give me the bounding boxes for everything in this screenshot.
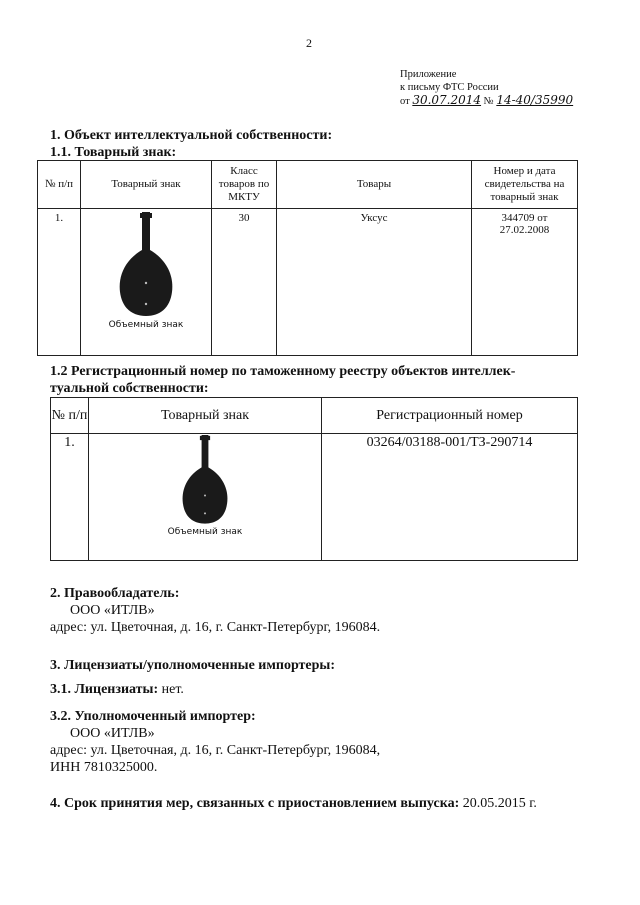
section31-label: 3.1. Лицензиаты: (50, 682, 159, 697)
table-row (51, 434, 578, 561)
section3-title: 3. Лицензиаты/уполномоченные импортеры: (50, 658, 336, 673)
section2-company: ООО «ИТЛВ» (70, 603, 155, 618)
section12-title-line2: туальной собственности: (50, 381, 209, 396)
registry-table (50, 397, 578, 561)
col-cert-header: Номер и дата свидетельства на товарный знак (472, 161, 578, 209)
appendix-num-sign: № (483, 96, 494, 107)
section4-label: 4. Срок принятия мер, связанных с приостановлением выпуска: (50, 796, 460, 811)
col-goods-header: Товары (277, 161, 472, 209)
table-row (38, 209, 578, 356)
trademark-table (37, 160, 578, 356)
section4-line (50, 796, 537, 812)
row-reg-number: 03264/03188-001/ТЗ-290714 (322, 434, 578, 561)
appendix-prefix: от (400, 96, 410, 107)
col-num-header: № п/п (51, 398, 89, 434)
table-header-row (38, 161, 578, 209)
appendix-line1: Приложение (400, 69, 457, 80)
section1-subtitle: 1.1. Товарный знак: (50, 145, 177, 160)
row-mark-cell (89, 434, 322, 561)
page-number: 2 (306, 36, 312, 50)
section12-title-line1: 1.2 Регистрационный номер по таможенному реестру объектов интеллек- (50, 364, 516, 379)
bottle-icon (111, 212, 181, 320)
cert-number: 344709 от (501, 212, 548, 224)
row-goods: Уксус (277, 209, 472, 356)
appendix-block (400, 68, 573, 108)
appendix-date: 30.07.2014 (412, 93, 482, 107)
col-mark-header: Товарный знак (81, 161, 212, 209)
col-reg-header: Регистрационный номер (322, 398, 578, 434)
section2-address: адрес: ул. Цветочная, д. 16, г. Санкт-Петербург, 196084. (50, 620, 381, 635)
section32-inn: ИНН 7810325000. (50, 760, 158, 775)
appendix-line3 (400, 94, 573, 108)
mark-caption: Объемный знак (167, 527, 243, 537)
appendix-number: 14-40/35990 (496, 93, 574, 107)
bottle-icon (175, 435, 235, 527)
row-num: 1. (38, 209, 81, 356)
section32-title: 3.2. Уполномоченный импортер: (50, 709, 256, 724)
col-class-header: Класс товаров по МКТУ (212, 161, 277, 209)
section32-company: ООО «ИТЛВ» (70, 726, 155, 741)
mark-caption: Объемный знак (108, 320, 184, 330)
section31-line (50, 682, 184, 698)
section32-address: адрес: ул. Цветочная, д. 16, г. Санкт-Петербург, 196084, (50, 743, 381, 758)
appendix-line2: к письму ФТС России (400, 82, 499, 93)
section31-value: нет. (158, 682, 184, 697)
section2-title: 2. Правообладатель: (50, 586, 180, 601)
col-mark-header: Товарный знак (89, 398, 322, 434)
section1-title: 1. Объект интеллектуальной собственности: (50, 128, 333, 143)
cert-date: 27.02.2008 (499, 224, 550, 236)
row-mark-cell (81, 209, 212, 356)
col-num-header: № п/п (38, 161, 81, 209)
row-cert (472, 209, 578, 356)
row-num: 1. (51, 434, 89, 561)
row-class: 30 (212, 209, 277, 356)
table-header-row (51, 398, 578, 434)
section4-value: 20.05.2015 г. (459, 796, 537, 811)
